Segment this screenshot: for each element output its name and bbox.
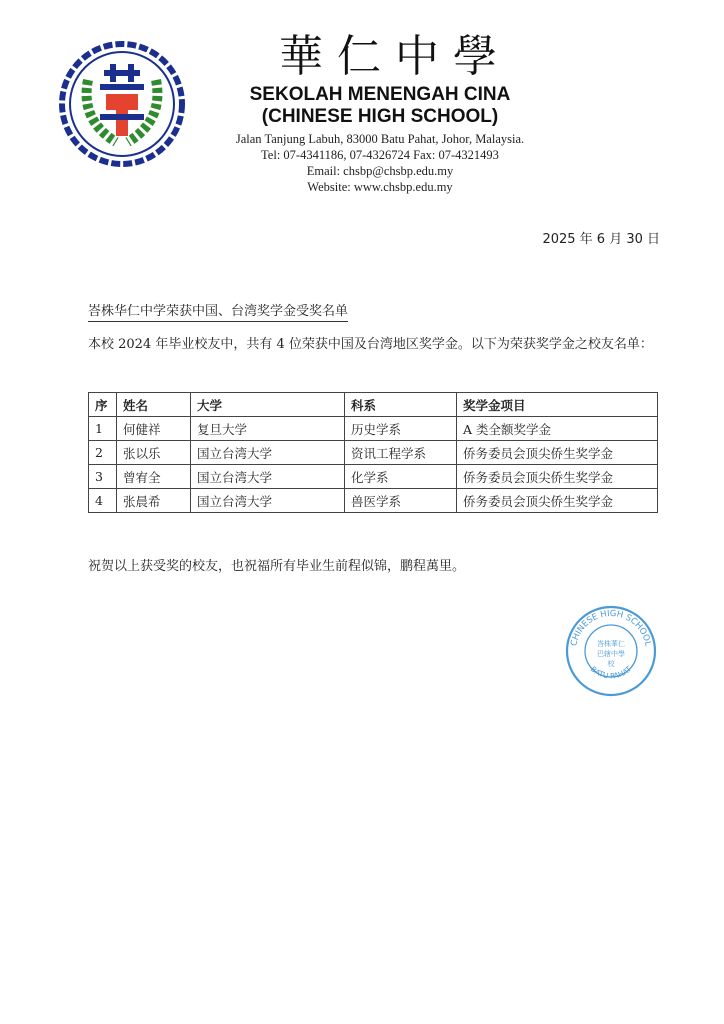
- svg-text:CHINESE HIGH SCHOOL: CHINESE HIGH SCHOOL: [569, 608, 653, 648]
- cell-university: 国立台湾大学: [191, 465, 345, 489]
- school-email: Email: chsbp@chsbp.edu.my: [306, 164, 454, 178]
- cell-scholarship: 侨务委员会顶尖侨生奖学金: [457, 441, 658, 465]
- svg-text:峇株華仁: 峇株華仁: [597, 640, 625, 648]
- cell-scholarship: 侨务委员会顶尖侨生奖学金: [457, 465, 658, 489]
- table-row: [89, 417, 658, 441]
- svg-text:BATU PAHAT: BATU PAHAT: [588, 664, 634, 681]
- school-address: Jalan Tanjung Labuh, 83000 Batu Pahat, Johor, Malaysia.: [235, 132, 525, 146]
- cell-name: 张以乐: [117, 441, 191, 465]
- table-row: [89, 465, 658, 489]
- school-name-chinese: 華仁中學: [279, 31, 511, 82]
- scholarship-table: [88, 392, 658, 513]
- cell-department: 资讯工程学系: [345, 441, 457, 465]
- table-header-row: [89, 393, 658, 417]
- cell-index: 4: [89, 489, 117, 513]
- cell-university: 国立台湾大学: [191, 489, 345, 513]
- school-crest-icon: [58, 40, 186, 168]
- header-index: 序: [89, 393, 117, 417]
- school-website: Website: www.chsbp.edu.my: [307, 180, 453, 194]
- cell-name: 曾宥全: [117, 465, 191, 489]
- cell-department: 历史学系: [345, 417, 457, 441]
- table-row: [89, 441, 658, 465]
- cell-university: 复旦大学: [191, 417, 345, 441]
- school-name-malay: SEKOLAH MENENGAH CINA: [249, 84, 511, 105]
- cell-name: 张晨希: [117, 489, 191, 513]
- school-stamp-icon: [564, 604, 658, 698]
- cell-scholarship: A 类全额奖学金: [457, 417, 658, 441]
- cell-scholarship: 侨务委员会顶尖侨生奖学金: [457, 489, 658, 513]
- header-department: 科系: [345, 393, 457, 417]
- header-university: 大学: [191, 393, 345, 417]
- svg-text:校: 校: [607, 660, 615, 668]
- letter-subject: 峇株华仁中学荣获中国、台湾奖学金受奖名单: [88, 300, 348, 322]
- table-row: [89, 489, 658, 513]
- cell-university: 国立台湾大学: [191, 441, 345, 465]
- cell-department: 兽医学系: [345, 489, 457, 513]
- letter-paragraph: 本校 2024 年毕业校友中，共有 4 位荣获中国及台湾地区奖学金。以下为荣获奖学金之校友名单：: [88, 337, 653, 352]
- svg-text:巴辖中學: 巴辖中學: [597, 650, 625, 658]
- cell-name: 何健祥: [117, 417, 191, 441]
- school-name-english: (CHINESE HIGH SCHOOL): [261, 106, 499, 127]
- letter-closing: 祝贺以上获受奖的校友，也祝福所有毕业生前程似锦，鹏程萬里。: [88, 559, 466, 574]
- cell-index: 1: [89, 417, 117, 441]
- school-phone-fax: Tel: 07-4341186, 07-4326724 Fax: 07-4321493: [261, 148, 499, 162]
- header-scholarship: 奖学金项目: [457, 393, 658, 417]
- cell-index: 3: [89, 465, 117, 489]
- letter-date: 2025 年 6 月 30 日: [542, 232, 660, 247]
- cell-index: 2: [89, 441, 117, 465]
- header-name: 姓名: [117, 393, 191, 417]
- cell-department: 化学系: [345, 465, 457, 489]
